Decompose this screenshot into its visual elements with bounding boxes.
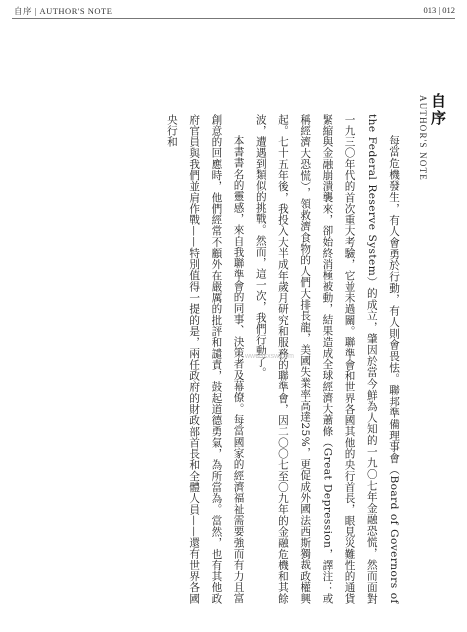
running-header-title: 自序 | AUTHOR'S NOTE: [14, 6, 113, 16]
watermark: www.tsxsw.com: [245, 353, 295, 360]
paragraph-2: 本書書名的靈感，來自我聯準會的同事、決策者及幕僚。每當國家的經濟福祉需要強而有力且富創意的回應時，他們經常不顧外在嚴厲的批評和譴責，鼓起道德勇氣，為所當為。當然，也有其他政府官員與我們並肩作戰——特別值得一提的是，兩任政府的財政部首長和全體人員——還有世界各國央行和: [165, 114, 245, 604]
chapter-title: [418, 93, 458, 293]
body-text: [40, 114, 405, 604]
vertical-text-column: [40, 114, 405, 604]
chapter-title-chinese: 自序: [429, 93, 447, 127]
chapter-title-english: AUTHOR'S NOTE: [418, 95, 428, 181]
running-header: [0, 0, 467, 22]
paragraph-1: 每當危機發生，有人會勇於行動，有人則會畏怯。聯邦準備理事會（Board of Governors of the Federal Reserve System）的成立，肇因於當今鮮為人知的一九〇七年金融恐慌，然而面對一九三〇年代的首次重大考驗，它並未過關。聯準會和世界各國其他的央行首長，眼見災難性的通貨緊縮與金融崩潰襲來，卻始終消極被動，結果造成全球經濟大蕭條（Great Depression，譯注：或稱經濟大恐慌），領救濟食物的人們大排長龍，美國失業率高達25%，更促成外國法西斯獨裁政權興起。七十五年後，我投入大半成年歲月研究和服務的聯準會，因二〇〇七至〇九年的金融危機和其餘波，遭遇到類似的挑戰。然而，這一次，我們行動了。: [254, 114, 400, 604]
page-numbers: 013 | 012: [423, 5, 455, 15]
header-rule: [12, 18, 455, 19]
